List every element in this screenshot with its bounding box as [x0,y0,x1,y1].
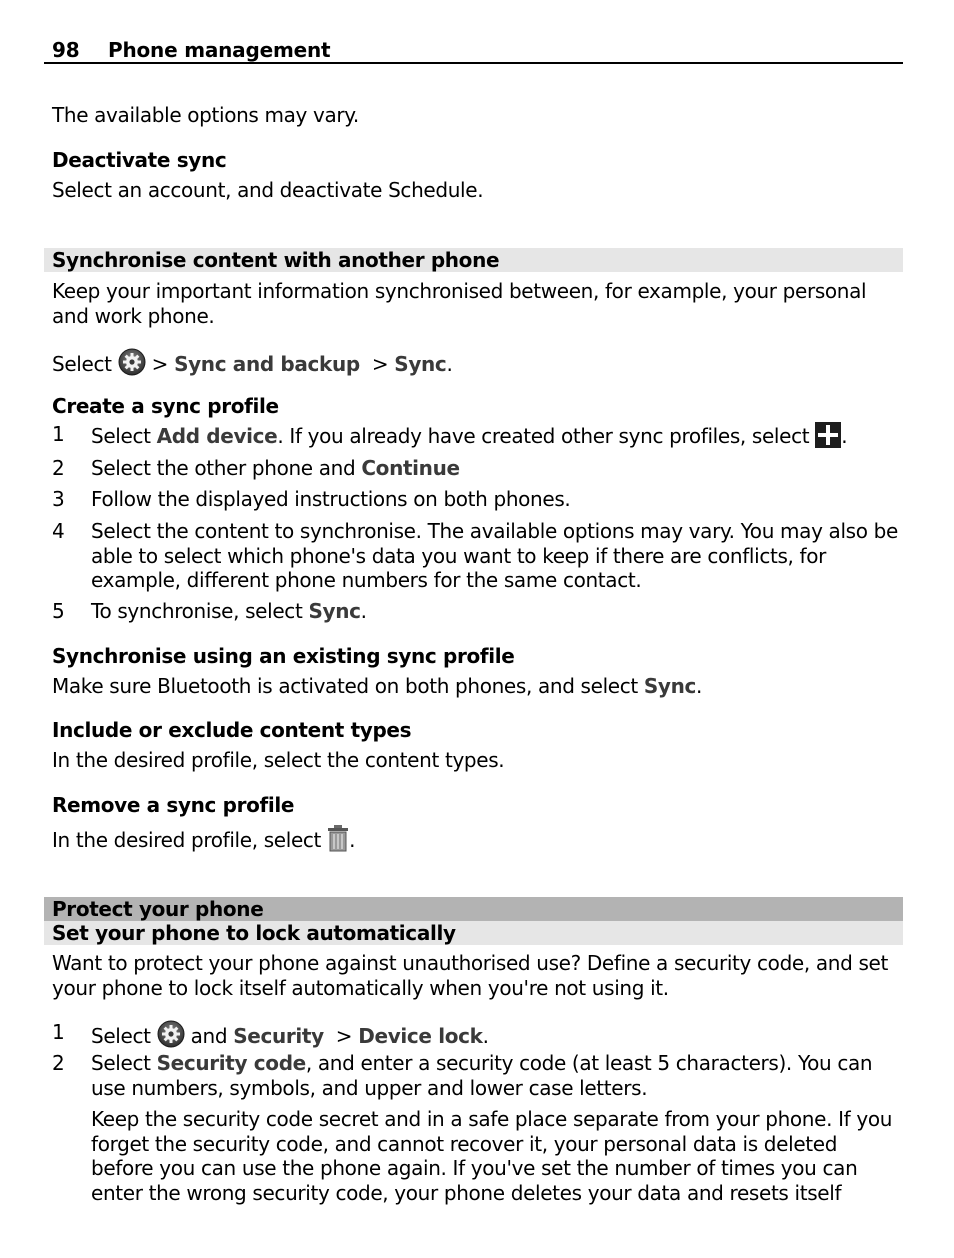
security-code-label: Security code [156,1051,306,1075]
sync-intro-text: Keep your important information synchronised between, for example, your personal and work phone. [52,279,867,328]
create-profile-heading: Create a sync profile [52,394,279,418]
security-label: Security [233,1024,324,1048]
sync-label: Sync [308,599,361,623]
section-title: Phone management [108,38,331,62]
remove-profile-text: In the desired profile, select . [52,824,902,858]
protect-intro-text: Want to protect your phone against unauthorised use? Define a security code, and set your phone to lock itself automatically when you're not using it. [52,951,888,1000]
sync-section-title: Synchronise content with another phone [52,248,500,272]
include-exclude-text: In the desired profile, select the content types. [52,748,505,772]
header-rule [44,62,903,64]
continue-label: Continue [361,456,460,480]
remove-profile-heading: Remove a sync profile [52,793,295,817]
trash-can-icon [327,824,349,858]
device-lock-label: Device lock [358,1024,483,1048]
options-vary-text: The available options may vary. [52,103,359,127]
protect-section-title: Protect your phone [52,897,264,921]
menu-path-sync-and-backup: Sync and backup [174,352,360,376]
existing-profile-heading: Synchronise using an existing sync profile [52,644,515,668]
deactivate-sync-heading: Deactivate sync [52,148,227,172]
add-plus-icon [815,422,841,454]
sync-path-text: Select > Sync and backup > Sync. [52,348,902,382]
settings-gear-icon [118,348,146,382]
page-number: 98 [52,38,80,62]
add-device-label: Add device [156,424,278,448]
page-header [52,38,330,62]
settings-gear-icon [157,1020,185,1054]
existing-profile-text: Make sure Bluetooth is activated on both phones, and select Sync. [52,674,703,698]
deactivate-sync-text: Select an account, and deactivate Schedule. [52,178,484,202]
menu-path-sync: Sync [394,352,447,376]
lock-subsection-title: Set your phone to lock automatically [52,921,456,945]
include-exclude-heading: Include or exclude content types [52,718,412,742]
